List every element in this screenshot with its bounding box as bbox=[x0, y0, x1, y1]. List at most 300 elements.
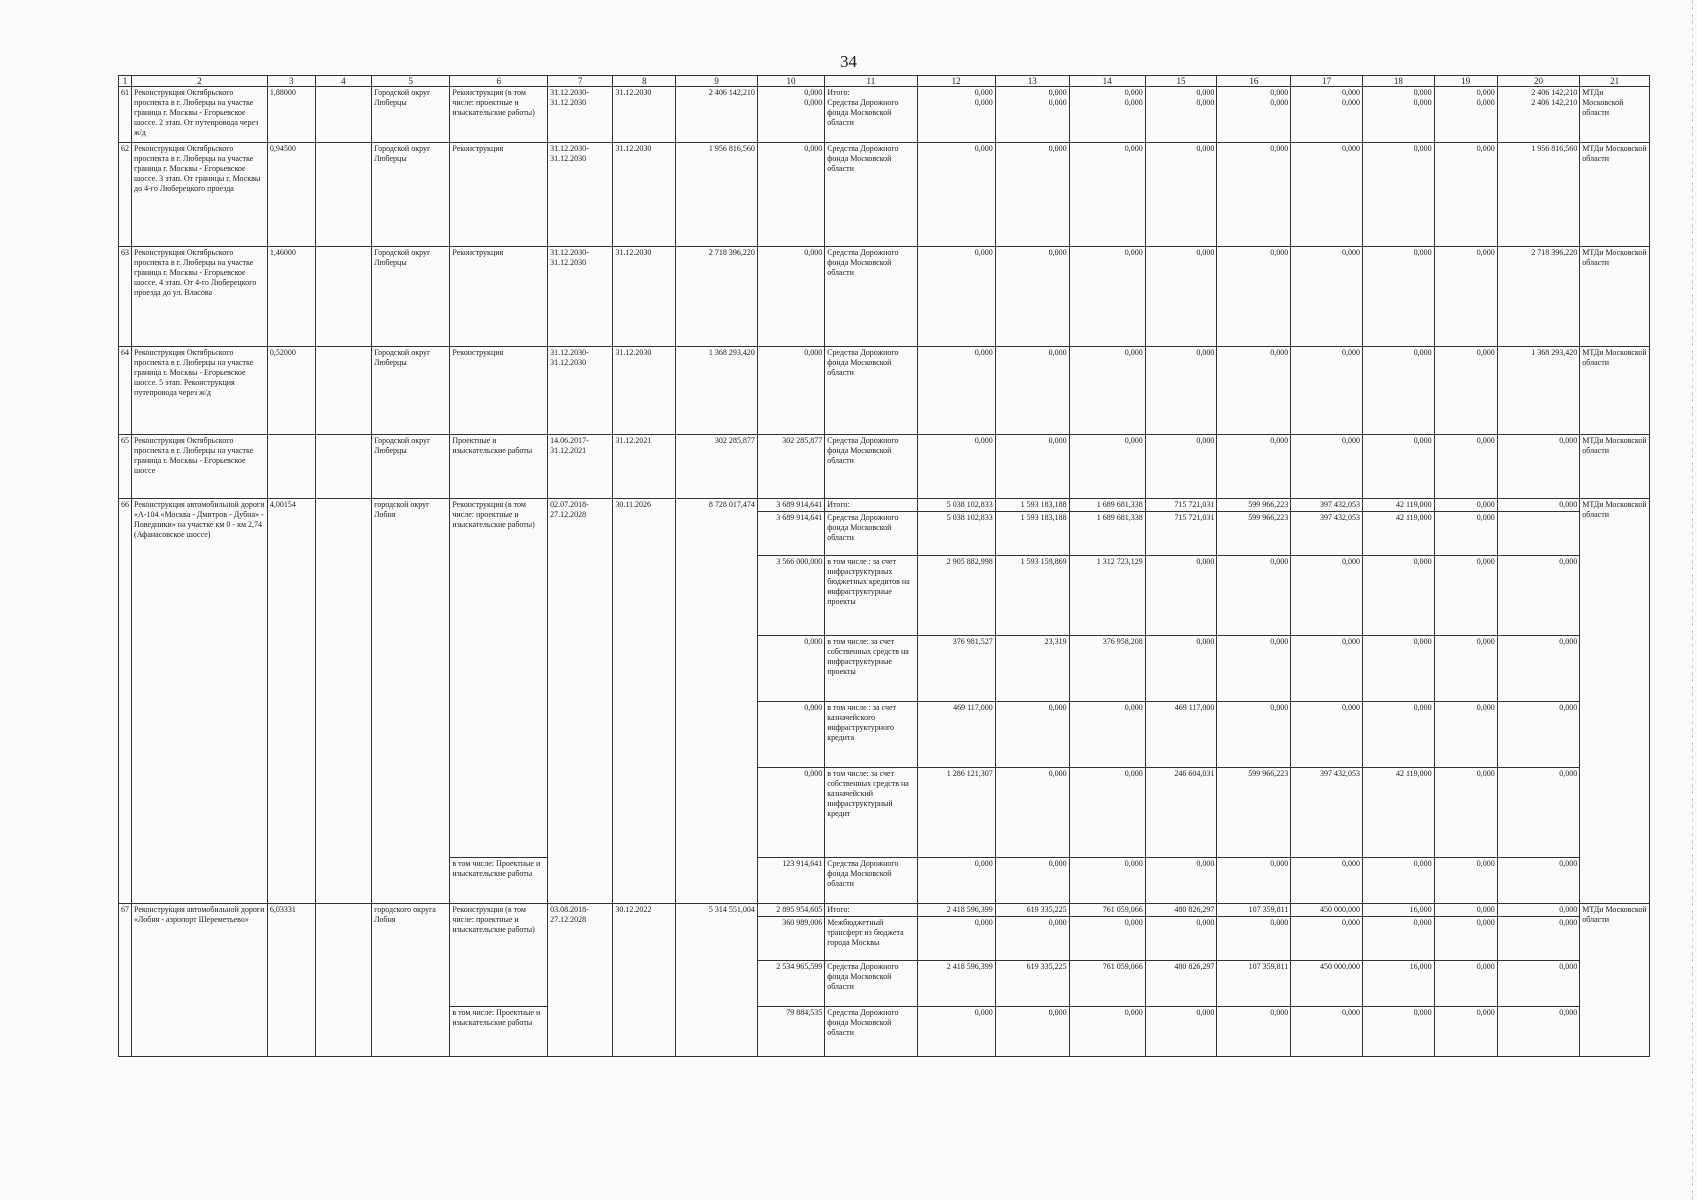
c10: 3 689 914,641 bbox=[757, 512, 824, 556]
length: 1,88000 bbox=[267, 87, 315, 143]
c19: 0,000 bbox=[1434, 702, 1497, 768]
table-row-62 bbox=[119, 143, 1650, 247]
c15: 0,000 bbox=[1145, 1007, 1217, 1057]
c12 bbox=[917, 87, 995, 143]
object-name: Реконструкция Октябрьского проспекта в г. Люберцы на участке граница г. Москвы - Егорьевское шоссе. 2 этап. От путепровода через ж/д bbox=[132, 87, 268, 143]
c17: 0,000 bbox=[1291, 247, 1363, 347]
table-row-66 bbox=[119, 499, 1650, 512]
end-date: 30.11.2026 bbox=[613, 499, 676, 904]
location: Городской округ Люберцы bbox=[372, 347, 450, 435]
c20: 0,000 bbox=[1497, 768, 1580, 858]
c13: 1 593 183,188 bbox=[995, 512, 1069, 556]
c20 bbox=[1497, 87, 1580, 143]
c16: 0,000 bbox=[1217, 636, 1291, 702]
length: 0,94500 bbox=[267, 143, 315, 247]
c17: 0,000 bbox=[1291, 435, 1363, 499]
value: 2 406 142,210 bbox=[1531, 98, 1578, 107]
c11: Итого: bbox=[825, 904, 917, 917]
dates: 14.06.2017-31.12.2021 bbox=[548, 435, 613, 499]
c15: 0,000 bbox=[1145, 917, 1217, 961]
c15: 0,000 bbox=[1145, 858, 1217, 904]
value: 0,000 bbox=[974, 88, 993, 97]
table-row-63 bbox=[119, 247, 1650, 347]
col-header: 7 bbox=[548, 76, 613, 87]
c12: 5 038 102,833 bbox=[917, 499, 995, 512]
c17 bbox=[1291, 87, 1363, 143]
c14: 0,000 bbox=[1069, 435, 1145, 499]
row-number: 67 bbox=[119, 904, 132, 1057]
c19: 0,000 bbox=[1434, 636, 1497, 702]
c21: МТДи Московской области bbox=[1580, 904, 1650, 1057]
empty-cell bbox=[315, 87, 372, 143]
c20: 0,000 bbox=[1497, 636, 1580, 702]
location: городского округа Лобня bbox=[372, 904, 450, 1057]
c17: 450 000,000 bbox=[1291, 961, 1363, 1007]
c16: 599 966,223 bbox=[1217, 768, 1291, 858]
value: 0,000 bbox=[1476, 98, 1495, 107]
c10: 2 534 965,599 bbox=[757, 961, 824, 1007]
c10 bbox=[757, 87, 824, 143]
c10: 0,000 bbox=[757, 636, 824, 702]
c14: 376 958,208 bbox=[1069, 636, 1145, 702]
c19: 0,000 bbox=[1434, 499, 1497, 512]
c15: 0,000 bbox=[1145, 636, 1217, 702]
c14: 1 689 681,338 bbox=[1069, 512, 1145, 556]
c10: 0,000 bbox=[757, 702, 824, 768]
c15: 246 604,031 bbox=[1145, 768, 1217, 858]
empty-cell bbox=[315, 347, 372, 435]
col-header: 8 bbox=[613, 76, 676, 87]
col-header: 19 bbox=[1434, 76, 1497, 87]
row-number: 65 bbox=[119, 435, 132, 499]
row-number: 66 bbox=[119, 499, 132, 904]
c11: Средства Дорожного фонда Московской области bbox=[825, 347, 917, 435]
c17: 397 432,053 bbox=[1291, 768, 1363, 858]
c10: 2 895 954,605 bbox=[757, 904, 824, 917]
c20 bbox=[1497, 512, 1580, 556]
c16: 0,000 bbox=[1217, 858, 1291, 904]
c14: 1 312 723,129 bbox=[1069, 556, 1145, 636]
c16: 0,000 bbox=[1217, 556, 1291, 636]
c10: 0,000 bbox=[757, 247, 824, 347]
c17: 0,000 bbox=[1291, 1007, 1363, 1057]
c11: Средства Дорожного фонда Московской области bbox=[825, 435, 917, 499]
c13: 1 593 159,869 bbox=[995, 556, 1069, 636]
c11: Средства Дорожного фонда Московской области bbox=[825, 512, 917, 556]
c18: 0,000 bbox=[1362, 247, 1434, 347]
end-date: 30.12.2022 bbox=[613, 904, 676, 1057]
table-row-64 bbox=[119, 347, 1650, 435]
c16: 0,000 bbox=[1217, 435, 1291, 499]
c19: 0,000 bbox=[1434, 904, 1497, 917]
cost: 302 285,877 bbox=[676, 435, 757, 499]
c17: 450 000,000 bbox=[1291, 904, 1363, 917]
value: 0,000 bbox=[1048, 88, 1067, 97]
responsible: МТДи bbox=[1582, 88, 1604, 97]
scan-edge-dots bbox=[1692, 0, 1693, 1200]
c12: 0,000 bbox=[917, 435, 995, 499]
c16: 107 359,811 bbox=[1217, 961, 1291, 1007]
value: 0,000 bbox=[1048, 98, 1067, 107]
c20: 1 368 293,420 bbox=[1497, 347, 1580, 435]
c19: 0,000 bbox=[1434, 1007, 1497, 1057]
responsible: Московской области bbox=[1582, 98, 1624, 117]
c17: 0,000 bbox=[1291, 143, 1363, 247]
col-header: 1 bbox=[119, 76, 132, 87]
c11: Средства Дорожного фонда Московской области bbox=[825, 1007, 917, 1057]
c11: Межбюджетный трансферт из бюджета города Москвы bbox=[825, 917, 917, 961]
c16: 0,000 bbox=[1217, 1007, 1291, 1057]
c13: 0,000 bbox=[995, 143, 1069, 247]
work-type: Реконструкция (в том числе: проектные и изыскательские работы) bbox=[450, 87, 548, 143]
c15: 480 826,297 bbox=[1145, 904, 1217, 917]
cost: 1 956 816,560 bbox=[676, 143, 757, 247]
c12: 0,000 bbox=[917, 247, 995, 347]
c18 bbox=[1362, 87, 1434, 143]
c18: 42 119,000 bbox=[1362, 768, 1434, 858]
c20: 1 956 816,560 bbox=[1497, 143, 1580, 247]
col-header: 17 bbox=[1291, 76, 1363, 87]
dates: 31.12.2030-31.12.2030 bbox=[548, 347, 613, 435]
c18: 0,000 bbox=[1362, 858, 1434, 904]
c16: 0,000 bbox=[1217, 917, 1291, 961]
location: городской округ Лобня bbox=[372, 499, 450, 904]
value: 0,000 bbox=[1341, 88, 1360, 97]
c19: 0,000 bbox=[1434, 961, 1497, 1007]
c12: 376 981,527 bbox=[917, 636, 995, 702]
length: 6,03331 bbox=[267, 904, 315, 1057]
c19: 0,000 bbox=[1434, 347, 1497, 435]
c16: 0,000 bbox=[1217, 247, 1291, 347]
c17: 0,000 bbox=[1291, 702, 1363, 768]
c11: в том числе: за счет собственных средств на казначейский инфраструктурный кредит bbox=[825, 768, 917, 858]
c10: 123 914,641 bbox=[757, 858, 824, 904]
col-header: 16 bbox=[1217, 76, 1291, 87]
c20: 2 718 396,220 bbox=[1497, 247, 1580, 347]
c10: 0,000 bbox=[757, 347, 824, 435]
c14: 0,000 bbox=[1069, 768, 1145, 858]
c15: 469 117,000 bbox=[1145, 702, 1217, 768]
c17: 0,000 bbox=[1291, 858, 1363, 904]
c18: 0,000 bbox=[1362, 347, 1434, 435]
end-date: 31.12.2030 bbox=[613, 143, 676, 247]
c20: 0,000 bbox=[1497, 1007, 1580, 1057]
c14 bbox=[1069, 87, 1145, 143]
row-number: 63 bbox=[119, 247, 132, 347]
c19: 0,000 bbox=[1434, 858, 1497, 904]
c14: 0,000 bbox=[1069, 917, 1145, 961]
length: 0,52000 bbox=[267, 347, 315, 435]
c11: Средства Дорожного фонда Московской области bbox=[825, 143, 917, 247]
c15: 715 721,031 bbox=[1145, 499, 1217, 512]
c19: 0,000 bbox=[1434, 435, 1497, 499]
col-header: 14 bbox=[1069, 76, 1145, 87]
object-name: Реконструкция Октябрьского проспекта в г. Люберцы на участке граница г. Москвы - Егорьевское шоссе. 3 этап. От границы г. Москвы до 4-го Люберецкого проезда bbox=[132, 143, 268, 247]
c19: 0,000 bbox=[1434, 917, 1497, 961]
c19: 0,000 bbox=[1434, 512, 1497, 556]
c21: МТДи Московской области bbox=[1580, 435, 1650, 499]
cost: 5 314 551,004 bbox=[676, 904, 757, 1057]
c13: 619 335,225 bbox=[995, 904, 1069, 917]
c18: 42 119,000 bbox=[1362, 499, 1434, 512]
c20: 0,000 bbox=[1497, 858, 1580, 904]
table-row-61 bbox=[119, 87, 1650, 143]
c12: 1 286 121,307 bbox=[917, 768, 995, 858]
work-type: Реконструкция (в том числе: проектные и изыскательские работы) bbox=[450, 904, 548, 1007]
value: 0,000 bbox=[1124, 98, 1143, 107]
c14: 761 059,066 bbox=[1069, 961, 1145, 1007]
c16: 107 359,811 bbox=[1217, 904, 1291, 917]
c18: 0,000 bbox=[1362, 702, 1434, 768]
c13: 0,000 bbox=[995, 247, 1069, 347]
c11 bbox=[825, 87, 917, 143]
c18: 0,000 bbox=[1362, 1007, 1434, 1057]
col-header: 9 bbox=[676, 76, 757, 87]
c16: 0,000 bbox=[1217, 347, 1291, 435]
cost: 2 406 142,210 bbox=[676, 87, 757, 143]
c14: 0,000 bbox=[1069, 702, 1145, 768]
c18: 0,000 bbox=[1362, 917, 1434, 961]
c12: 2 418 596,399 bbox=[917, 904, 995, 917]
row-number: 64 bbox=[119, 347, 132, 435]
c14: 1 689 681,338 bbox=[1069, 499, 1145, 512]
c12: 469 117,000 bbox=[917, 702, 995, 768]
value: 0,000 bbox=[1413, 98, 1432, 107]
c13: 0,000 bbox=[995, 702, 1069, 768]
length: 1,46000 bbox=[267, 247, 315, 347]
c15: 0,000 bbox=[1145, 247, 1217, 347]
object-name: Реконструкция Октябрьского проспекта в г. Люберцы на участке граница г. Москвы - Егорьевское шоссе bbox=[132, 435, 268, 499]
dates: 31.12.2030-31.12.2030 bbox=[548, 143, 613, 247]
c18: 42 119,000 bbox=[1362, 512, 1434, 556]
column-number-row bbox=[119, 76, 1650, 87]
c13: 0,000 bbox=[995, 347, 1069, 435]
c17: 0,000 bbox=[1291, 917, 1363, 961]
c12: 2 905 882,998 bbox=[917, 556, 995, 636]
length: 4,00154 bbox=[267, 499, 315, 904]
c13: 0,000 bbox=[995, 435, 1069, 499]
c20: 0,000 bbox=[1497, 499, 1580, 512]
c13: 0,000 bbox=[995, 917, 1069, 961]
c17: 0,000 bbox=[1291, 636, 1363, 702]
c18: 0,000 bbox=[1362, 143, 1434, 247]
col-header: 21 bbox=[1580, 76, 1650, 87]
c10: 0,000 bbox=[757, 143, 824, 247]
col-header: 18 bbox=[1362, 76, 1434, 87]
c20: 0,000 bbox=[1497, 435, 1580, 499]
work-type-sub: в том числе: Проектные и изыскательские работы bbox=[450, 1007, 548, 1057]
object-name: Реконструкция Октябрьского проспекта в г. Люберцы на участке граница г. Москвы - Егорьевское шоссе. 4 этап. От 4-го Люберецкого проезда до ул. Власова bbox=[132, 247, 268, 347]
c17: 397 432,053 bbox=[1291, 512, 1363, 556]
c12: 0,000 bbox=[917, 858, 995, 904]
c11: Итого: bbox=[825, 499, 917, 512]
c14: 761 059,066 bbox=[1069, 904, 1145, 917]
value: 0,000 bbox=[1196, 88, 1215, 97]
c14: 0,000 bbox=[1069, 143, 1145, 247]
c18: 16,000 bbox=[1362, 904, 1434, 917]
c21: МТДи Московской области bbox=[1580, 347, 1650, 435]
value: 0,000 bbox=[1413, 88, 1432, 97]
col-header: 20 bbox=[1497, 76, 1580, 87]
c19: 0,000 bbox=[1434, 247, 1497, 347]
c15: 0,000 bbox=[1145, 347, 1217, 435]
location: Городской округ Люберцы bbox=[372, 143, 450, 247]
value: 0,000 bbox=[1476, 88, 1495, 97]
c14: 0,000 bbox=[1069, 247, 1145, 347]
dates: 31.12.2030-31.12.2030 bbox=[548, 87, 613, 143]
col-header: 6 bbox=[450, 76, 548, 87]
c14: 0,000 bbox=[1069, 858, 1145, 904]
col-header: 3 bbox=[267, 76, 315, 87]
c15: 0,000 bbox=[1145, 143, 1217, 247]
c21: МТДи Московской области bbox=[1580, 247, 1650, 347]
c13: 23,319 bbox=[995, 636, 1069, 702]
c13: 0,000 bbox=[995, 1007, 1069, 1057]
c16: 0,000 bbox=[1217, 702, 1291, 768]
empty-cell bbox=[315, 904, 372, 1057]
c15: 0,000 bbox=[1145, 435, 1217, 499]
c10: 79 884,535 bbox=[757, 1007, 824, 1057]
c14: 0,000 bbox=[1069, 347, 1145, 435]
value: 2 406 142,210 bbox=[1531, 88, 1578, 97]
value: 0,000 bbox=[974, 98, 993, 107]
length bbox=[267, 435, 315, 499]
cost: 2 718 396,220 bbox=[676, 247, 757, 347]
work-type: Реконструкция bbox=[450, 143, 548, 247]
c12: 0,000 bbox=[917, 917, 995, 961]
col-header: 11 bbox=[825, 76, 917, 87]
c20: 0,000 bbox=[1497, 917, 1580, 961]
c21: МТДи Московской области bbox=[1580, 143, 1650, 247]
c10: 3 566 000,000 bbox=[757, 556, 824, 636]
c11: Средства Дорожного фонда Московской области bbox=[825, 961, 917, 1007]
c18: 0,000 bbox=[1362, 636, 1434, 702]
c19 bbox=[1434, 87, 1497, 143]
value: 0,000 bbox=[804, 88, 823, 97]
c13 bbox=[995, 87, 1069, 143]
cost: 8 728 017,474 bbox=[676, 499, 757, 904]
page-number: 34 bbox=[840, 52, 857, 71]
c15 bbox=[1145, 87, 1217, 143]
source-label: Средства Дорожного фонда Московской области bbox=[827, 98, 899, 127]
c21 bbox=[1580, 87, 1650, 143]
value: 0,000 bbox=[1270, 88, 1289, 97]
c12: 0,000 bbox=[917, 347, 995, 435]
table-row-65 bbox=[119, 435, 1650, 499]
c18: 16,000 bbox=[1362, 961, 1434, 1007]
location: Городской округ Люберцы bbox=[372, 247, 450, 347]
col-header: 2 bbox=[132, 76, 268, 87]
end-date: 31.12.2030 bbox=[613, 347, 676, 435]
c20: 0,000 bbox=[1497, 556, 1580, 636]
c16 bbox=[1217, 87, 1291, 143]
c13: 619 335,225 bbox=[995, 961, 1069, 1007]
c10: 3 689 914,641 bbox=[757, 499, 824, 512]
c17: 397 432,053 bbox=[1291, 499, 1363, 512]
cost: 1 368 293,420 bbox=[676, 347, 757, 435]
c13: 1 593 183,188 bbox=[995, 499, 1069, 512]
c20: 0,000 bbox=[1497, 702, 1580, 768]
c20: 0,000 bbox=[1497, 904, 1580, 917]
table-row-67 bbox=[119, 904, 1650, 917]
c12: 0,000 bbox=[917, 1007, 995, 1057]
program-table bbox=[118, 75, 1650, 1057]
work-type: Реконструкция bbox=[450, 347, 548, 435]
value: 0,000 bbox=[1270, 98, 1289, 107]
end-date: 31.12.2030 bbox=[613, 247, 676, 347]
c16: 599 966,223 bbox=[1217, 512, 1291, 556]
row-number: 61 bbox=[119, 87, 132, 143]
object-name: Реконструкция автомобильной дороги «Лобня - аэропорт Шереметьево» bbox=[132, 904, 268, 1057]
c16: 599 966,223 bbox=[1217, 499, 1291, 512]
empty-cell bbox=[315, 143, 372, 247]
source-label: Итого: bbox=[827, 88, 850, 97]
value: 0,000 bbox=[804, 98, 823, 107]
work-type: Реконструкция bbox=[450, 247, 548, 347]
dates: 03.08.2018-27.12.2028 bbox=[548, 904, 613, 1057]
c18: 0,000 bbox=[1362, 435, 1434, 499]
c20: 0,000 bbox=[1497, 961, 1580, 1007]
c19: 0,000 bbox=[1434, 556, 1497, 636]
c17: 0,000 bbox=[1291, 556, 1363, 636]
c11: Средства Дорожного фонда Московской области bbox=[825, 247, 917, 347]
c13: 0,000 bbox=[995, 768, 1069, 858]
c13: 0,000 bbox=[995, 858, 1069, 904]
c10: 0,000 bbox=[757, 768, 824, 858]
c12: 2 418 596,399 bbox=[917, 961, 995, 1007]
col-header: 5 bbox=[372, 76, 450, 87]
object-name: Реконструкция автомобильной дороги «А-104 «Москва - Дмитров - Дубна» - Поведники» на участке км 0 - км 2,74 (Афанасовское шоссе) bbox=[132, 499, 268, 904]
col-header: 12 bbox=[917, 76, 995, 87]
empty-cell bbox=[315, 247, 372, 347]
value: 0,000 bbox=[1341, 98, 1360, 107]
c15: 715 721,031 bbox=[1145, 512, 1217, 556]
c16: 0,000 bbox=[1217, 143, 1291, 247]
end-date: 31.12.2030 bbox=[613, 87, 676, 143]
object-name: Реконструкция Октябрьского проспекта в г. Люберцы на участке граница г. Москвы - Егорьевское шоссе. 5 этап. Реконструкция путепровода через ж/д bbox=[132, 347, 268, 435]
value: 0,000 bbox=[1124, 88, 1143, 97]
dates: 31.12.2030-31.12.2030 bbox=[548, 247, 613, 347]
empty-cell bbox=[315, 435, 372, 499]
work-type: Проектные и изыскательские работы bbox=[450, 435, 548, 499]
c15: 480 826,297 bbox=[1145, 961, 1217, 1007]
c19: 0,000 bbox=[1434, 143, 1497, 247]
col-header: 4 bbox=[315, 76, 372, 87]
c18: 0,000 bbox=[1362, 556, 1434, 636]
c12: 0,000 bbox=[917, 143, 995, 247]
c10: 360 989,006 bbox=[757, 917, 824, 961]
c21: МТДи Московской области bbox=[1580, 499, 1650, 904]
c10: 302 285,877 bbox=[757, 435, 824, 499]
empty-cell bbox=[315, 499, 372, 904]
c11: в том числе: за счет собственных средств на инфраструктурные проекты bbox=[825, 636, 917, 702]
c11: в том числе : за счет казначейского инфраструктурного кредита bbox=[825, 702, 917, 768]
work-type: Реконструкция (в том числе: проектные и изыскательские работы) bbox=[450, 499, 548, 858]
col-header: 10 bbox=[757, 76, 824, 87]
work-type-sub: в том числе: Проектные и изыскательские работы bbox=[450, 858, 548, 904]
c19: 0,000 bbox=[1434, 768, 1497, 858]
c15: 0,000 bbox=[1145, 556, 1217, 636]
c17: 0,000 bbox=[1291, 347, 1363, 435]
c14: 0,000 bbox=[1069, 1007, 1145, 1057]
c12: 5 038 102,833 bbox=[917, 512, 995, 556]
dates: 02.07.2018-27.12.2028 bbox=[548, 499, 613, 904]
c11: Средства Дорожного фонда Московской области bbox=[825, 858, 917, 904]
col-header: 13 bbox=[995, 76, 1069, 87]
location: Городской округ Люберцы bbox=[372, 435, 450, 499]
end-date: 31.12.2021 bbox=[613, 435, 676, 499]
location: Городской округ Люберцы bbox=[372, 87, 450, 143]
